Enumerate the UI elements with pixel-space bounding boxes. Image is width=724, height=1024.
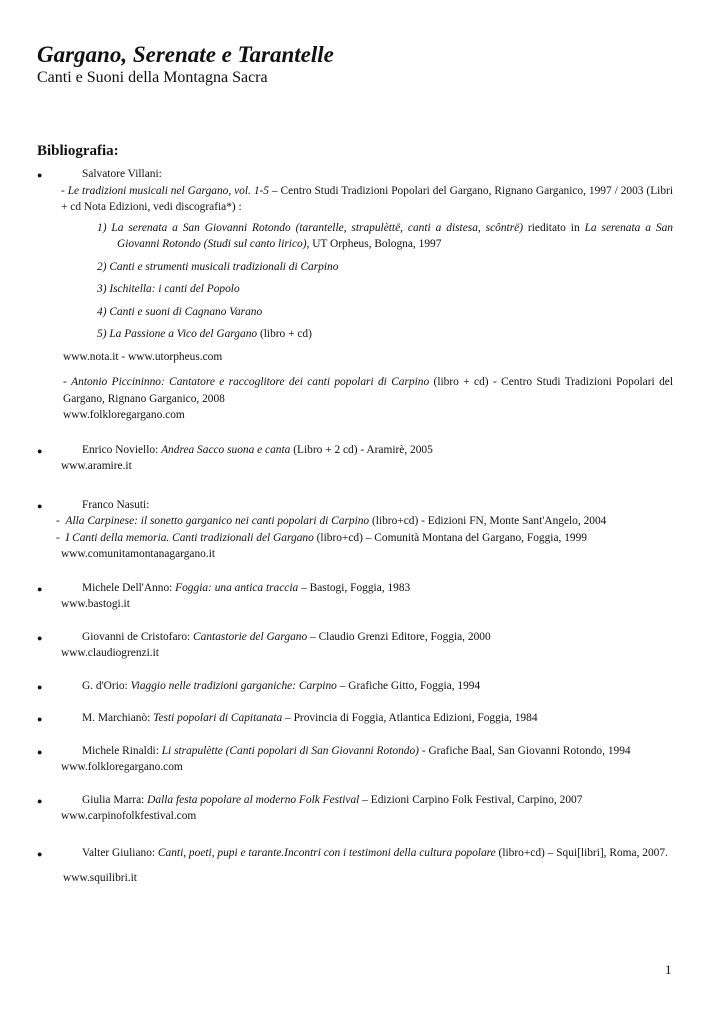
entry-title: Foggia: una antica traccia (175, 581, 299, 594)
entry-details: - Grafiche Baal, San Giovanni Rotondo, 1994 (418, 744, 631, 757)
entry-marchiano (37, 710, 673, 727)
extra-dash: - (63, 376, 72, 388)
entry-marra (37, 792, 673, 825)
entry-title: Cantastorie del Gargano (193, 630, 308, 643)
entry-title: Canti, poeti, pupi e tarante.Incontri con i testimoni della cultura popolare (157, 846, 496, 859)
volume-item-2 (37, 259, 673, 276)
entry-details: – Edizioni Carpino Folk Festival, Carpino, 2007 (359, 793, 583, 806)
entry-details: (Libro + 2 cd) - Aramirè, 2005 (290, 443, 433, 456)
entry-citation (37, 678, 673, 695)
entry-citation (37, 845, 673, 862)
entry-citation (37, 792, 673, 809)
entry-author: Salvatore Villani: (82, 168, 162, 180)
entry-author: Giulia Marra: (82, 793, 148, 806)
bullet-icon: ● (37, 848, 43, 859)
volume-title: 5) La Passione a Vico del Gargano (97, 328, 258, 340)
work-title: Alla Carpinese: il sonetto garganico nei canti popolari di Carpino (65, 515, 370, 527)
entry-villani (37, 166, 673, 424)
entry-details: – Claudio Grenzi Editore, Foggia, 2000 (307, 630, 491, 643)
bullet-icon: ● (37, 583, 43, 594)
entry-author: Franco Nasuti: (82, 498, 150, 511)
entry-extra-work (37, 374, 673, 407)
entry-details: (libro+cd) – Squi[libri], Roma, 2007. (495, 846, 668, 859)
bullet-icon: ● (37, 445, 43, 456)
entry-title: Testi popolari di Capitanata (153, 712, 283, 724)
work-item-2: - I Canti della memoria. Canti tradizionali del Gargano (libro+cd) – Comunità Montana del Gargano, Foggia, 1999 (56, 531, 587, 544)
document-subtitle: Canti e Suoni della Montagna Sacra (37, 69, 268, 86)
section-heading-bibliografia: Bibliografia: (37, 143, 119, 159)
entry-title: Andrea Sacco suona e canta (161, 443, 291, 456)
volume-details: , UT Orpheus, Bologna, 1997 (306, 238, 442, 250)
entry-citation (37, 442, 673, 459)
entry-citation (37, 580, 673, 597)
work-title: I Canti della memoria. Canti tradizionali del Gargano (65, 531, 314, 544)
bullet-icon: ● (37, 170, 43, 180)
entry-author: M. Marchianò: (82, 712, 154, 724)
bullet-icon: ● (37, 632, 43, 643)
volume-item-4 (37, 304, 673, 321)
entry-rinaldi (37, 743, 673, 776)
work-item-1: - Alla Carpinese: il sonetto garganico nei canti popolari di Carpino (libro+cd) - Edizioni FN, Monte Sant'Angelo, 2004 (56, 515, 607, 527)
entry-details: – Grafiche Gitto, Foggia, 1994 (336, 679, 481, 692)
document-title: Gargano, Serenate e Tarantelle (37, 42, 334, 67)
entry-author: Valter Giuliano: (82, 846, 158, 859)
entry-author: Enrico Noviello: (82, 443, 162, 456)
work-details: (libro+cd) – Comunità Montana del Gargano, Foggia, 1999 (313, 531, 587, 544)
entry-author: G. d'Orio: (82, 679, 131, 692)
bullet-icon: ● (37, 500, 43, 511)
page-number: 1 (665, 962, 672, 977)
entry-url: www.aramire.it (61, 460, 132, 472)
entry-nasuti (37, 497, 673, 563)
volume-item-5 (37, 326, 673, 343)
entry-de-cristofaro (37, 629, 673, 662)
entry-dell-anno (37, 580, 673, 613)
entry-citation (37, 629, 673, 646)
bullet-icon: ● (37, 681, 43, 692)
volume-title: 4) Canti e suoni di Cagnano Varano (97, 305, 263, 318)
extra-details: (libro + cd) - Centro Studi Tradizioni Popolari del Gargano, Rignano Garganico, 2008 (63, 376, 673, 405)
extra-title: Antonio Piccininno: Cantatore e raccoglitore dei canti popolari di Carpino (71, 376, 430, 388)
volume-item-3 (37, 281, 673, 298)
entry-extra-url: www.folkloregargano.com (63, 409, 185, 421)
volume-details: (libro + cd) (257, 328, 312, 340)
entry-details: – Bastogi, Foggia, 1983 (298, 581, 411, 594)
entry-work (37, 183, 673, 216)
work-details: – Centro Studi Tradizioni Popolari del Gargano, Rignano Garganico, 1997 / 2003 (Libri + cd Nota Edizioni, vedi discografia*) : (61, 184, 673, 213)
bullet-icon: ● (37, 746, 43, 757)
entry-urls: www.nota.it - www.utorpheus.com (63, 350, 223, 363)
work-title: - Le tradizioni musicali nel Gargano, vol. 1-5 (61, 184, 269, 197)
entry-url: www.carpinofolkfestival.com (61, 810, 197, 822)
volume-title: 1) La serenata a San Giovanni Rotondo (tarantelle, strapulèttë, canti a distesa, scôntrë) (97, 221, 523, 234)
entry-author: Giovanni de Cristofaro: (82, 630, 194, 643)
bullet-icon: ● (37, 795, 43, 806)
entry-url: www.comunitamontanagargano.it (61, 548, 216, 560)
entry-d-orio (37, 678, 673, 695)
volume-title: 2) Canti e strumenti musicali tradizionali di Carpino (97, 260, 339, 273)
entry-url: www.folkloregargano.com (61, 761, 183, 773)
entry-url: www.claudiogrenzi.it (61, 647, 159, 659)
volume-connector: rieditato in (523, 221, 585, 234)
entry-author: Michele Rinaldi: (82, 744, 162, 757)
volume-item-1 (37, 220, 673, 253)
work-details: (libro+cd) - Edizioni FN, Monte Sant'Angelo, 2004 (369, 515, 607, 527)
bibliography-list (37, 166, 673, 887)
entry-url: www.bastogi.it (61, 598, 130, 610)
entry-author: Michele Dell'Anno: (82, 581, 176, 594)
entry-title: Dalla festa popolare al moderno Folk Festival (147, 793, 360, 806)
entry-citation (37, 743, 673, 760)
entry-citation (37, 710, 673, 727)
volume-reissue-title: La serenata a San Giovanni Rotondo (Studi sul canto lirico) (117, 221, 673, 250)
entry-details: – Provincia di Foggia, Atlantica Edizioni, Foggia, 1984 (282, 712, 538, 724)
entry-title: Li strapulètte (Canti popolari di San Giovanni Rotondo) (161, 744, 419, 757)
entry-url: www.squilibri.it (63, 872, 137, 884)
entry-giuliano (37, 845, 673, 887)
bullet-icon: ● (37, 714, 43, 724)
entry-noviello (37, 442, 673, 475)
entry-title: Viaggio nelle tradizioni garganiche: Carpino (130, 679, 337, 692)
volume-title: 3) Ischitella: i canti del Popolo (97, 283, 240, 295)
